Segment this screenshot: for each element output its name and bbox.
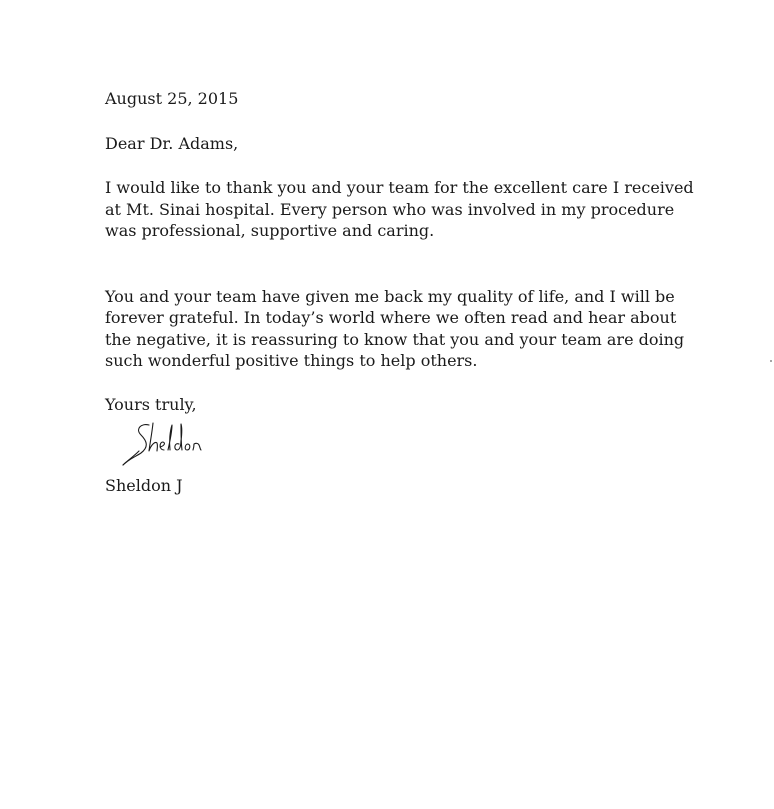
letter-date: August 25, 2015 xyxy=(105,89,239,108)
paragraph-2 xyxy=(105,286,705,372)
handwritten-signature xyxy=(119,419,219,471)
paragraph-1-line: was professional, supportive and caring. xyxy=(105,221,435,240)
letter-body xyxy=(105,88,705,497)
signer-name: Sheldon J xyxy=(105,476,183,495)
paragraph-1-line: I would like to thank you and your team for the excellent care I received xyxy=(105,178,694,197)
letter-salutation: Dear Dr. Adams, xyxy=(105,133,239,153)
paragraph-2-line: forever grateful. In today’s world where we often read and hear about xyxy=(105,308,677,327)
paragraph-1 xyxy=(105,177,705,242)
paragraph-2-line: such wonderful positive things to help others. xyxy=(105,351,478,370)
scan-speck xyxy=(770,360,772,362)
paragraph-1-line: at Mt. Sinai hospital. Every person who was involved in my procedure xyxy=(105,199,675,219)
paragraph-2-line: You and your team have given me back my quality of life, and I will be xyxy=(105,286,675,306)
paragraph-2-line: the negative, it is reassuring to know that you and your team are doing xyxy=(105,329,685,349)
letter-closing: Yours truly, xyxy=(105,394,197,414)
